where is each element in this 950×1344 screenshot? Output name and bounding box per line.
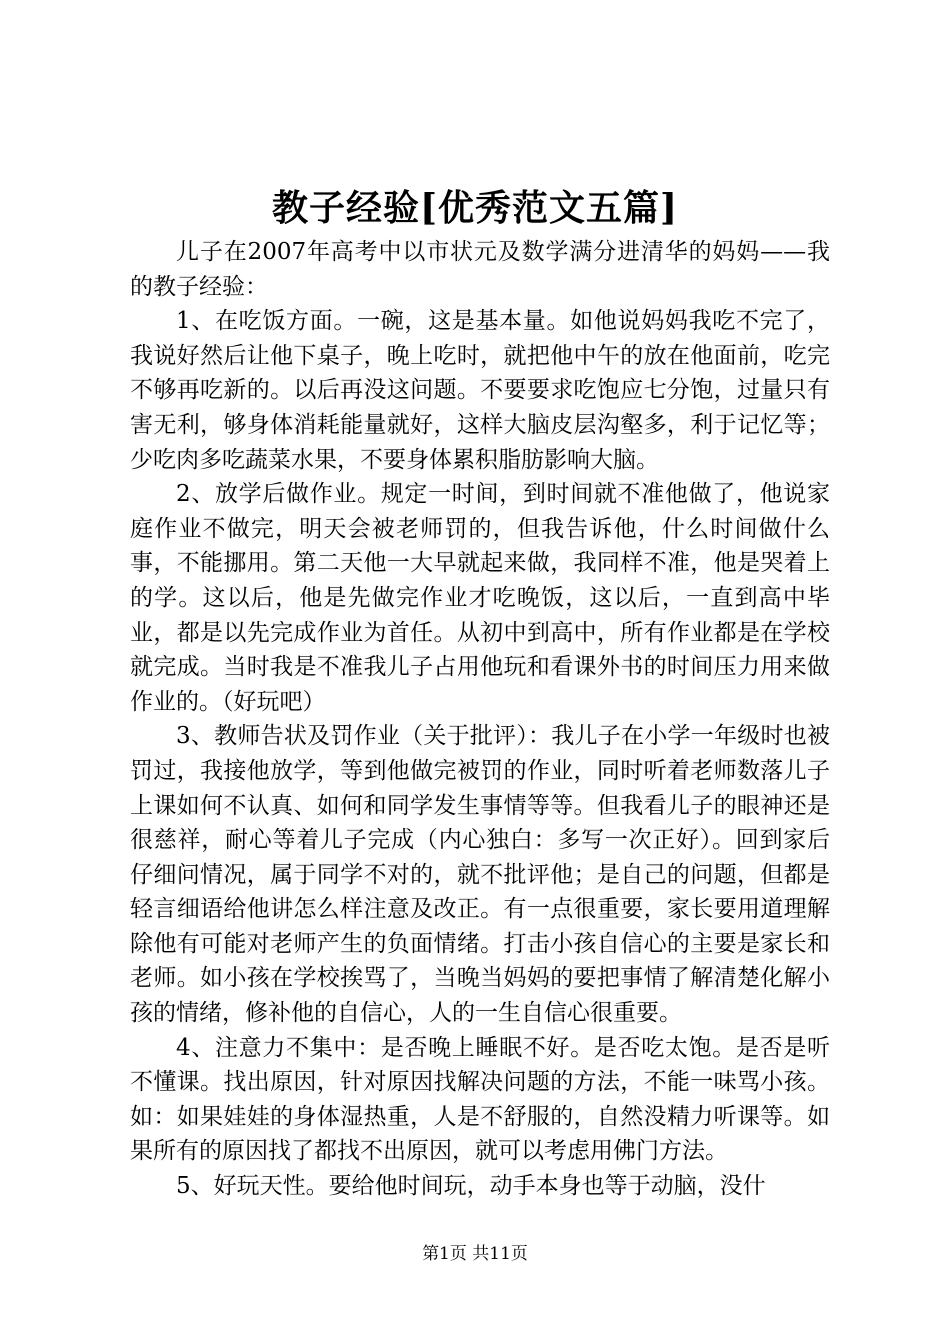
paragraph-eating: 1、在吃饭方面。一碗，这是基本量。如他说妈妈我吃不完了，我说好然后让他下桌子，晚上吃时，就把他中午的放在他面前，吃完不够再吃新的。以后再没这问题。不要要求吃饱应七分饱，过量只有害无利，够身体消耗能量就好，这样大脑皮层沟壑多，利于记忆等；少吃肉多吃蔬菜水果，不要身体累积脂肪影响大脑。 — [130, 308, 830, 473]
paragraph-attention: 4、注意力不集中：是否晚上睡眠不好。是否吃太饱。是否是听不懂课。找出原因，针对原因找解决问题的方法，不能一味骂小孩。如：如果娃娃的身体湿热重，人是不舒服的，自然没精力听课等。如果所有的原因找了都找不出原因，就可以考虑用佛门方法。 — [130, 1034, 830, 1165]
page-footer: 第1页 共11页 — [422, 1244, 528, 1264]
document-title: 教子经验[优秀范文五篇] — [271, 187, 679, 229]
paragraph-homework: 2、放学后做作业。规定一时间，到时间就不准他做了，他说家庭作业不做完，明天会被老师罚的，但我告诉他，什么时间做什么事，不能挪用。第二天他一大早就起来做，我同样不准，他是哭着上的学。这以后，他是先做完作业才吃晚饭，这以后，一直到高中毕业，都是以先完成作业为首任。从初中到高中，所有作业都是在学校就完成。当时我是不准我儿子占用他玩和看课外书的时间压力用来做作业的。（好玩吧） — [130, 481, 830, 715]
paragraph-play: 5、好玩天性。要给他时间玩，动手本身也等于动脑，没什 — [176, 1173, 766, 1200]
paragraph-teacher-criticism: 3、教师告状及罚作业（关于批评）：我儿子在小学一年级时也被罚过，我接他放学，等到他做完被罚的作业，同时听着老师数落儿子上课如何不认真、如何和同学发生事情等等。但我看儿子的眼神还是很慈祥，耐心等着儿子完成（内心独白：多写一次正好）。回到家后仔细问情况，属于同学不对的，就不批评他；是自己的问题，但都是轻言细语给他讲怎么样注意及改正。有一点很重要，家长要用道理解除他有可能对老师产生的负面情绪。打击小孩自信心的主要是家长和老师。如小孩在学校挨骂了，当晚当妈妈的要把事情了解清楚化解小孩的情绪，修补他的自信心，人的一生自信心很重要。 — [130, 723, 830, 1027]
document-body — [130, 235, 830, 1204]
intro-paragraph: 儿子在2007年高考中以市状元及数学满分进清华的妈妈——我的教子经验： — [130, 239, 830, 300]
